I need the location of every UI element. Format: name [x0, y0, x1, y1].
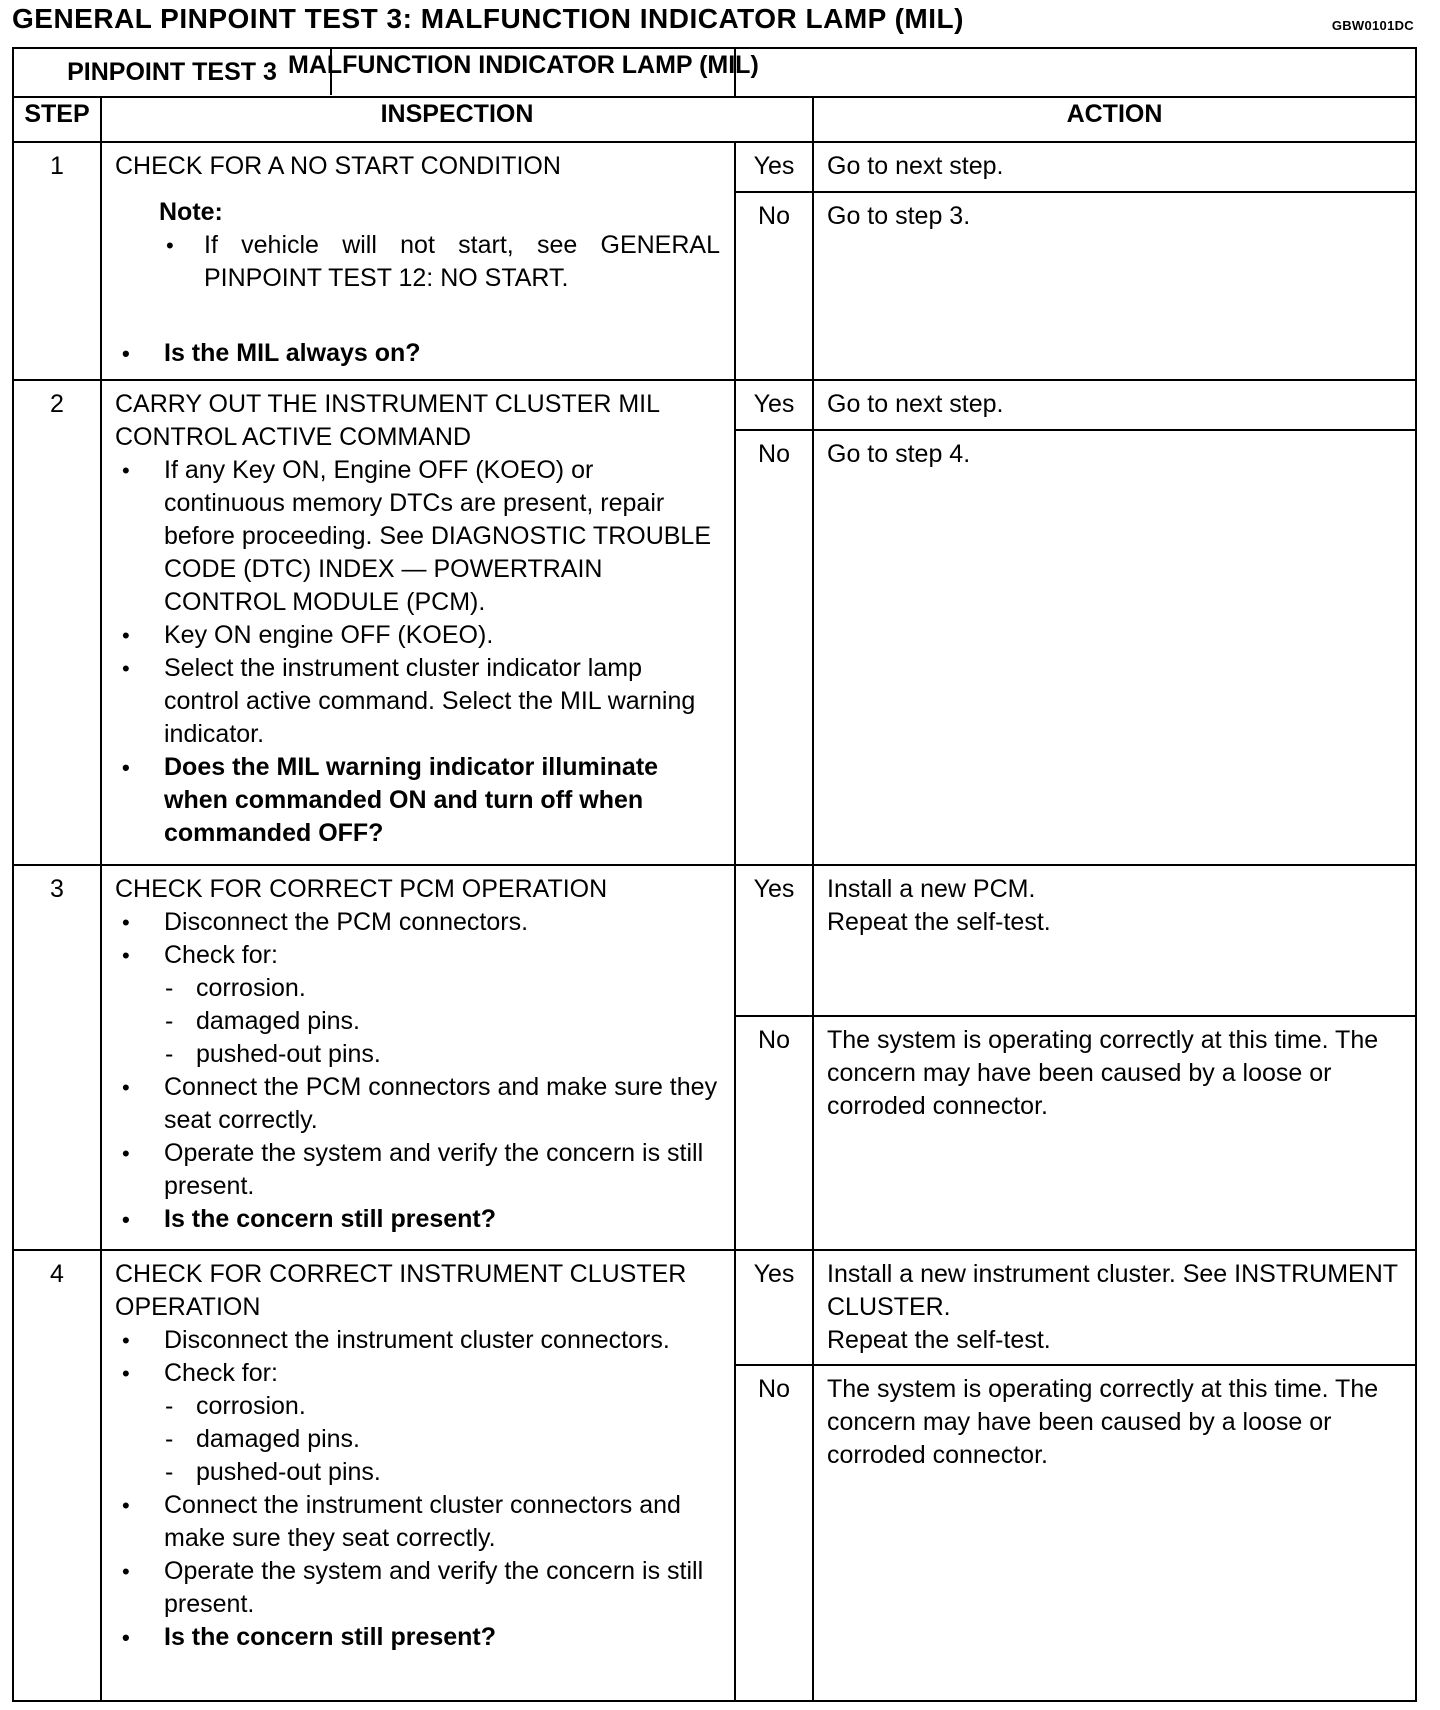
test-name: MALFUNCTION INDICATOR LAMP (MIL)	[288, 51, 759, 79]
yes-action: Go to next step.	[813, 142, 1416, 193]
inspection-list	[115, 1324, 720, 1654]
step-number: 3	[13, 865, 101, 1249]
no-label: No	[735, 430, 813, 865]
inspection-item: • Select the instrument cluster indicator lamp control active command. Select the MIL warning indicator.	[115, 652, 720, 751]
note-label: Note:	[159, 197, 223, 226]
inspection-list	[115, 454, 720, 850]
inspection-item: • If any Key ON, Engine OFF (KOEO) or continuous memory DTCs are present, repair before proceeding. See DIAGNOSTIC TROUBLE CODE (DTC) INDEX — POWERTRAIN CONTROL MODULE (PCM).	[115, 454, 720, 619]
no-label: No	[735, 1016, 813, 1250]
check-item: - corrosion.	[164, 1390, 720, 1423]
step-heading: CARRY OUT THE INSTRUMENT CLUSTER MIL CONTROL ACTIVE COMMAND	[115, 390, 660, 452]
no-action: Go to step 3.	[813, 192, 1416, 380]
note-block	[159, 196, 720, 295]
step-number: 4	[13, 1250, 101, 1701]
yes-action-line: Install a new instrument cluster. See INSTRUMENT CLUSTER.	[827, 1259, 1398, 1321]
page-title: GENERAL PINPOINT TEST 3: MALFUNCTION INDICATOR LAMP (MIL)	[12, 3, 964, 34]
col-inspection-header: INSPECTION	[101, 97, 813, 142]
check-item: - pushed-out pins.	[164, 1456, 720, 1489]
document-code: GBW0101DC	[1331, 18, 1414, 33]
no-action: Go to step 4.	[813, 430, 1416, 865]
check-item: - pushed-out pins.	[164, 1038, 720, 1071]
no-label: No	[735, 192, 813, 380]
yes-action: Go to next step.	[813, 380, 1416, 430]
inspection-item: • Disconnect the instrument cluster connectors.	[115, 1324, 720, 1357]
test-header-row	[13, 48, 1416, 97]
check-list	[164, 972, 720, 1071]
check-for-label: Check for:	[164, 941, 278, 970]
inspection-list	[115, 337, 720, 370]
yes-label: Yes	[735, 865, 813, 1015]
yes-action	[813, 865, 1416, 1015]
inspection-item: • Disconnect the PCM connectors.	[115, 906, 720, 939]
check-list	[164, 1390, 720, 1489]
step-inspection	[101, 380, 735, 865]
step-inspection	[101, 142, 735, 381]
inspection-item	[115, 939, 720, 1071]
no-label: No	[735, 1365, 813, 1701]
yes-action-line: Install a new PCM.	[827, 875, 1036, 904]
pinpoint-test-table	[12, 47, 1417, 1702]
column-header-row	[13, 97, 1416, 142]
step-row	[13, 380, 1416, 430]
col-step-header: STEP	[13, 97, 101, 142]
inspection-question: • Is the concern still present?	[115, 1621, 720, 1654]
inspection-question: • Does the MIL warning indicator illuminate when commanded ON and turn off when commanded OFF?	[115, 751, 720, 850]
inspection-item: • Key ON engine OFF (KOEO).	[115, 619, 720, 652]
yes-action-line: Repeat the self-test.	[827, 908, 1051, 937]
inspection-item: • Connect the PCM connectors and make sure they seat correctly.	[115, 1071, 720, 1137]
inspection-item: • Operate the system and verify the concern is still present.	[115, 1555, 720, 1621]
yes-label: Yes	[735, 142, 813, 193]
inspection-item: • Operate the system and verify the concern is still present.	[115, 1137, 720, 1203]
step-row	[13, 1250, 1416, 1366]
yes-action-line: Repeat the self-test.	[827, 1325, 1051, 1354]
step-row	[13, 142, 1416, 193]
step-number: 2	[13, 380, 101, 865]
step-row	[13, 865, 1416, 1015]
inspection-question: • Is the concern still present?	[115, 1203, 720, 1236]
yes-label: Yes	[735, 1250, 813, 1366]
step-number: 1	[13, 142, 101, 381]
note-list	[159, 229, 720, 295]
no-action: The system is operating correctly at this time. The concern may have been caused by a loose or corroded connector.	[813, 1016, 1416, 1250]
check-item: - damaged pins.	[164, 1423, 720, 1456]
no-action: The system is operating correctly at this time. The concern may have been caused by a loose or corroded connector.	[813, 1365, 1416, 1701]
col-action-header: ACTION	[813, 97, 1416, 142]
step-heading: CHECK FOR A NO START CONDITION	[115, 151, 561, 180]
check-item: - corrosion.	[164, 972, 720, 1005]
yes-label: Yes	[735, 380, 813, 430]
step-inspection	[101, 865, 735, 1249]
check-for-label: Check for:	[164, 1358, 278, 1387]
inspection-list	[115, 906, 720, 1236]
step-inspection	[101, 1250, 735, 1701]
step-heading: CHECK FOR CORRECT PCM OPERATION	[115, 875, 608, 904]
note-item: • If vehicle will not start, see GENERAL PINPOINT TEST 12: NO START.	[159, 229, 720, 295]
inspection-item	[115, 1357, 720, 1489]
check-item: - damaged pins.	[164, 1005, 720, 1038]
yes-action	[813, 1250, 1416, 1366]
inspection-question: • Is the MIL always on?	[115, 337, 720, 370]
test-label: PINPOINT TEST 3	[14, 49, 332, 95]
inspection-item: • Connect the instrument cluster connectors and make sure they seat correctly.	[115, 1489, 720, 1555]
step-heading: CHECK FOR CORRECT INSTRUMENT CLUSTER OPERATION	[115, 1259, 687, 1321]
